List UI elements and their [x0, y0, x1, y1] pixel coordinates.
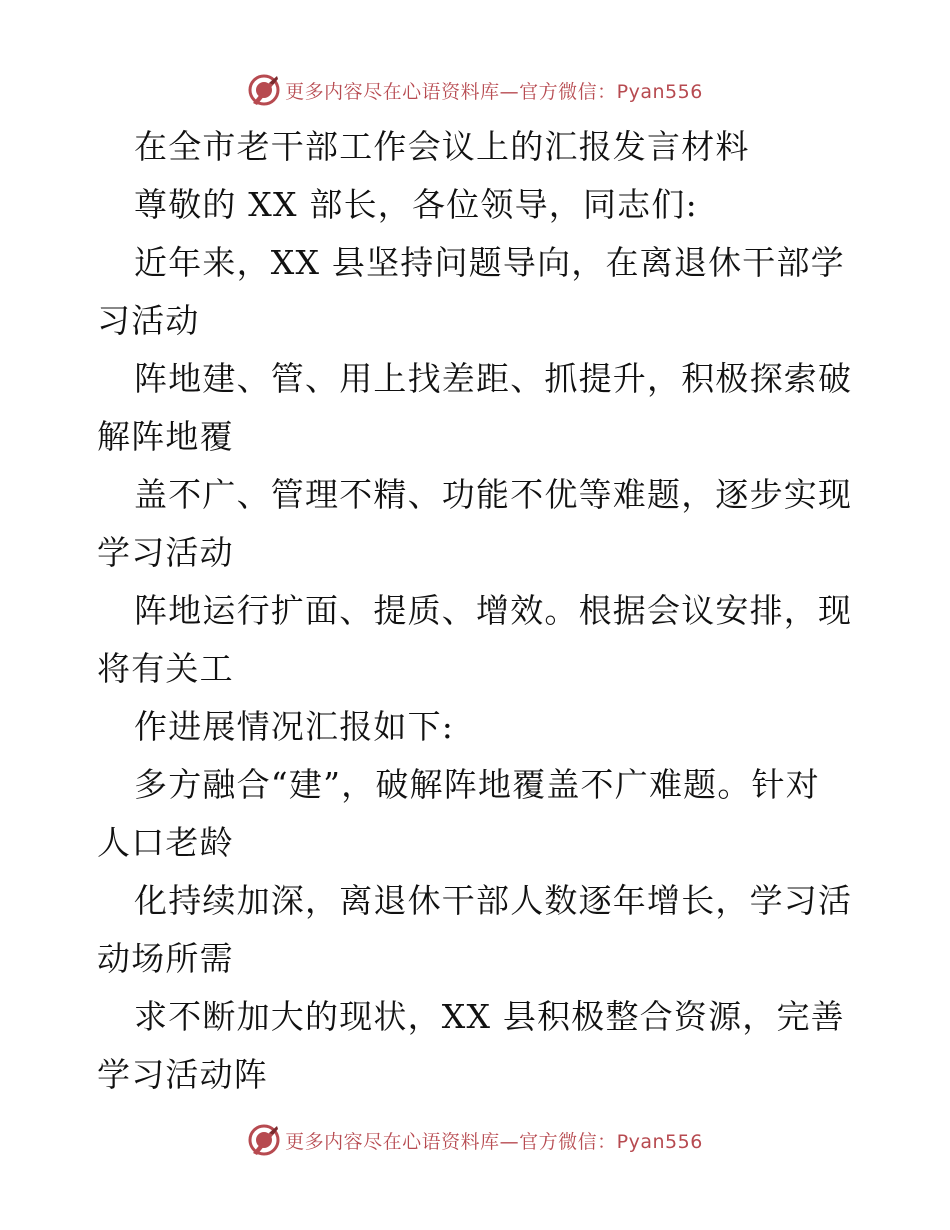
doc-line: 阵地运行扩面、提质、增效。根据会议安排，现 — [134, 591, 853, 630]
doc-line: 解阵地覆 — [97, 417, 234, 456]
watermark-text: 更多内容尽在心语资料库—官方微信：Pyan556 — [285, 80, 703, 103]
brush-pen-circle-icon — [247, 1123, 281, 1157]
doc-line: 人口老龄 — [97, 823, 234, 862]
brush-pen-circle-icon — [247, 73, 281, 107]
doc-line: 习活动 — [97, 301, 200, 340]
doc-salutation: 尊敬的 XX 部长，各位领导，同志们: — [134, 185, 698, 224]
doc-line: 求不断加大的现状，XX 县积极整合资源，完善 — [134, 997, 845, 1036]
footer-watermark — [0, 1122, 950, 1158]
watermark-text: 更多内容尽在心语资料库—官方微信：Pyan556 — [285, 1130, 703, 1153]
doc-line: 阵地建、管、用上找差距、抓提升，积极探索破 — [134, 359, 853, 398]
header-watermark — [0, 72, 950, 108]
doc-line: 近年来，XX 县坚持问题导向，在离退休干部学 — [134, 243, 845, 282]
doc-line: 盖不广、管理不精、功能不优等难题，逐步实现 — [134, 475, 853, 514]
doc-line: 学习活动阵 — [97, 1055, 268, 1094]
doc-line: 将有关工 — [97, 649, 234, 688]
doc-line: 多方融合“建”，破解阵地覆盖不广难题。针对 — [134, 765, 820, 804]
doc-line: 动场所需 — [97, 939, 234, 978]
doc-title: 在全市老干部工作会议上的汇报发言材料 — [134, 127, 750, 166]
doc-line: 化持续加深，离退休干部人数逐年增长，学习活 — [134, 881, 853, 920]
doc-line: 学习活动 — [97, 533, 234, 572]
doc-line: 作进展情况汇报如下: — [134, 707, 455, 746]
